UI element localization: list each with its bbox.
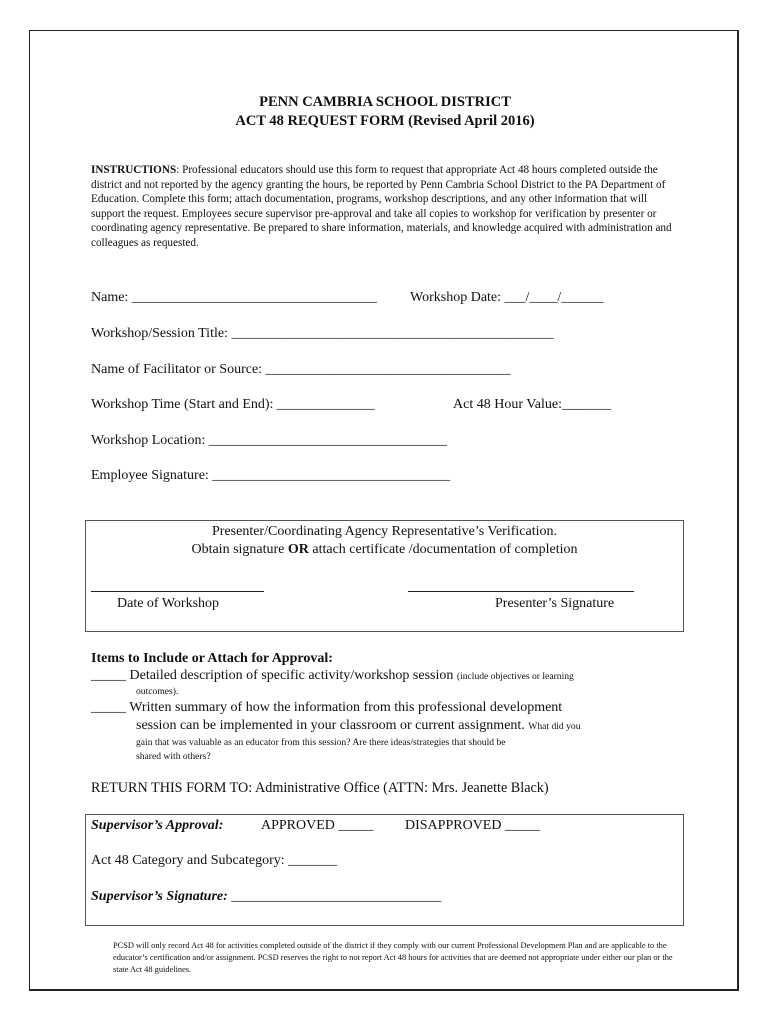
supervisor-signature-label: Supervisor’s Signature:: [91, 889, 228, 904]
item2-note2: gain that was valuable as an educator from this session? Are there ideas/strategies that should be: [136, 737, 506, 748]
verification-heading: Presenter/Coordinating Agency Representative’s Verification.: [212, 524, 557, 539]
return-to-text: RETURN THIS FORM TO: Administrative Office (ATTN: Mrs. Jeanette Black): [91, 780, 549, 796]
disapproved-option[interactable]: DISAPPROVED _____: [405, 818, 540, 833]
item2-line2: [136, 718, 581, 734]
supervisor-approval-label: Supervisor’s Approval:: [91, 818, 224, 833]
instructions-label: INSTRUCTIONS: [91, 164, 177, 176]
date-signature-line[interactable]: [91, 591, 264, 592]
item-detailed-description[interactable]: [91, 668, 574, 684]
facilitator-field[interactable]: Name of Facilitator or Source: ___________________________________: [91, 362, 511, 377]
item1-note-cont: outcomes).: [136, 686, 179, 697]
supervisor-signature-line: ______________________________: [227, 889, 442, 904]
item2-note1: What did you: [528, 721, 581, 732]
category-field[interactable]: Act 48 Category and Subcategory: _______: [91, 853, 338, 868]
item1-note: (include objectives or learning: [456, 671, 574, 682]
approved-option[interactable]: APPROVED _____: [261, 818, 374, 833]
date-of-workshop-label: Date of Workshop: [117, 596, 220, 611]
instructions: [91, 163, 681, 251]
footer-note: PCSD will only record Act 48 for activities completed outside of the district if they comply with our current Professional Development Plan and are applicable to the educator’s certification and/or assignment. PCSD reserves the right to not report Act 48 hours for activities that are deemed not appropriate under either our plan or the state Act 48 guidelines.: [113, 941, 673, 974]
instructions-text: : Professional educators should use this form to request that appropriate Act 48 hours completed outside the district and not reported by the agency granting the hours, be reported by Penn Cambria School District to the PA Department of Education. Complete this form; attach documentation, programs, workshop descriptions, and any other information that will support the request. Employees secure supervisor pre-approval and take all copies to workshop for verification by presenter or coordinating agency representative. Be prepared to share information, materials, and knowledge acquired with administration and colleagues as requested.: [91, 164, 672, 249]
presenter-signature-line[interactable]: [408, 591, 634, 592]
items-heading: Items to Include or Attach for Approval:: [91, 651, 333, 666]
form-title: ACT 48 REQUEST FORM (Revised April 2016): [235, 113, 535, 129]
session-title-field[interactable]: Workshop/Session Title: ______________________________________________: [91, 326, 554, 341]
location-field[interactable]: Workshop Location: __________________________________: [91, 433, 447, 448]
verification-text-pre: Obtain signature: [191, 542, 288, 557]
presenter-signature-label: Presenter’s Signature: [495, 596, 615, 611]
employee-signature-field[interactable]: Employee Signature: __________________________________: [91, 468, 451, 483]
verification-instruction: [85, 542, 684, 558]
supervisor-signature-field[interactable]: [91, 889, 441, 905]
district-title: PENN CAMBRIA SCHOOL DISTRICT: [259, 94, 511, 110]
name-field[interactable]: Name: ___________________________________: [91, 290, 377, 305]
hour-value-field[interactable]: Act 48 Hour Value:_______: [453, 397, 611, 412]
workshop-time-field[interactable]: Workshop Time (Start and End): ______________: [91, 397, 375, 412]
item1-text: _____ Detailed description of specific activity/workshop session: [91, 668, 457, 683]
verification-or: OR: [287, 542, 309, 557]
item2-line2-text: session can be implemented in your classroom or current assignment.: [136, 718, 525, 733]
item2-note3: shared with others?: [136, 751, 211, 762]
workshop-date-field[interactable]: Workshop Date: ___/____/______: [410, 290, 604, 305]
item-written-summary[interactable]: _____ Written summary of how the information from this professional development: [91, 700, 563, 715]
verification-text-post: attach certificate /documentation of completion: [308, 542, 578, 557]
